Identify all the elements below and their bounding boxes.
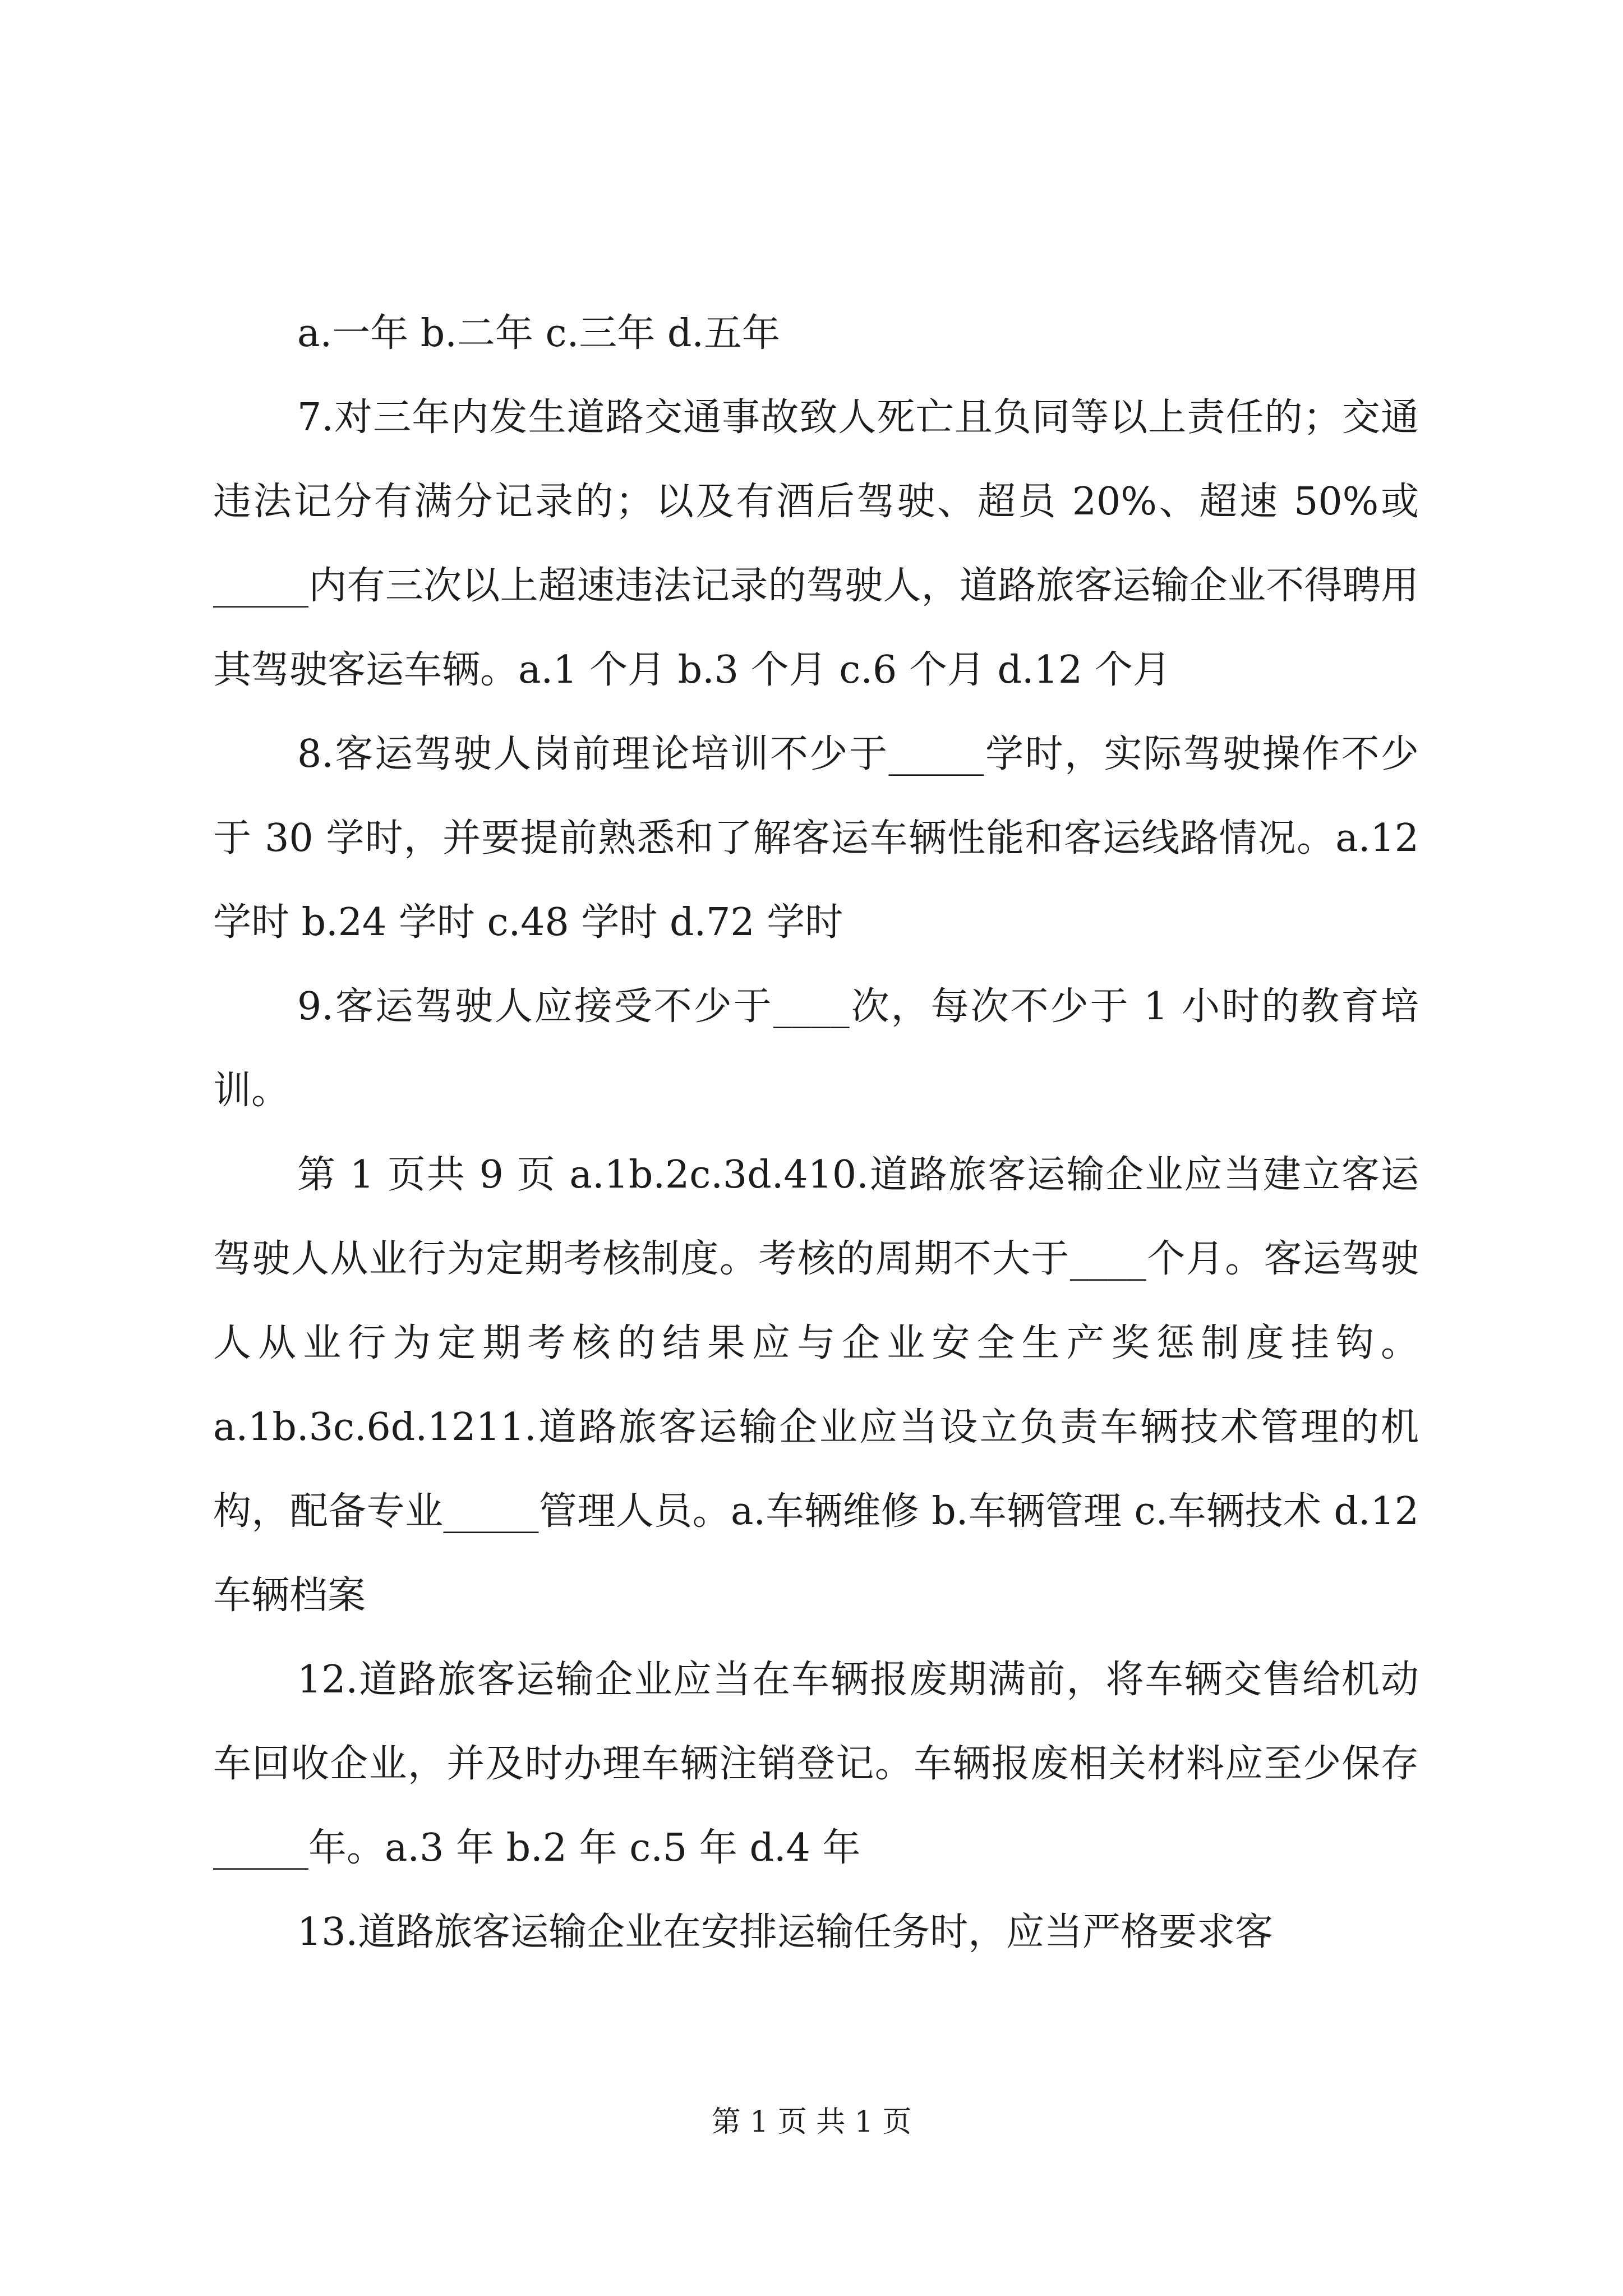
page-footer: 第 1 页 共 1 页 (711, 2105, 912, 2139)
paragraph-questions-10-11: 第 1 页共 9 页 a.1b.2c.3d.410.道路旅客运输企业应当建立客运驾驶人从业行为定期考核制度。考核的周期不大于____个月。客运驾驶人从业行为定期考核的结果应与企业安全生产奖惩制度挂钩。a.1b.3c.6d.1211.道路旅客运输企业应当设立负责车辆技术管理的机构，配备专业_____管理人员。a.车辆维修 b.车辆管理 c.车辆技术 d.12 车辆档案 (213, 1153, 1419, 1618)
paragraph-question-13: 13.道路旅客运输企业在安排运输任务时，应当严格要求客 (297, 1910, 1274, 1954)
paragraph-question-7: 7.对三年内发生道路交通事故致人死亡且负同等以上责任的；交通违法记分有满分记录的；以及有酒后驾驶、超员 20%、超速 50%或_____内有三次以上超速违法记录的驾驶人，道路旅客运输企业不得聘用其驾驶客运车辆。a.1 个月 b.3 个月 c.6 个月 d.12 个月 (213, 395, 1419, 692)
document-body (213, 292, 1419, 1975)
paragraph-question-8: 8.客运驾驶人岗前理论培训不少于_____学时，实际驾驶操作不少于 30 学时，并要提前熟悉和了解客运车辆性能和客运线路情况。a.12 学时 b.24 学时 c.48 学时 d.72 学时 (213, 732, 1419, 945)
paragraph-question-9: 9.客运驾驶人应接受不少于____次，每次不少于 1 小时的教育培训。 (213, 984, 1419, 1113)
paragraph-answer-options-6: a.一年 b.二年 c.三年 d.五年 (297, 311, 780, 356)
paragraph-question-12: 12.道路旅客运输企业应当在车辆报废期满前，将车辆交售给机动车回收企业，并及时办理车辆注销登记。车辆报废相关材料应至少保存_____年。a.3 年 b.2 年 c.5 年 d.4 年 (213, 1658, 1419, 1870)
